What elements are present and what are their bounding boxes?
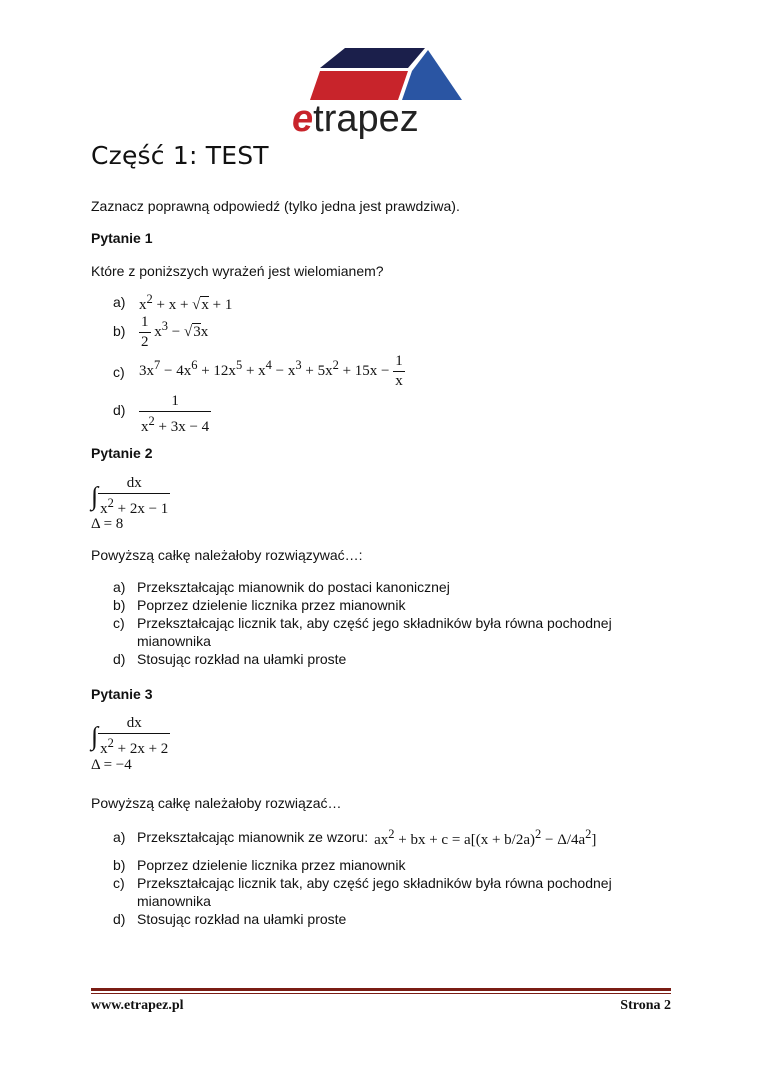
page-title: Część 1: TEST [91, 141, 269, 170]
q3-option-a: a) Przekształcając mianownik ze wzoru: $ax^2$ + bx + $c = a[(x + b/2a)^2 - \Delta/4a^2]$ [113, 827, 597, 848]
q1-option-a-expression: $x^2 + x + √x + 1$ [139, 292, 233, 313]
q3-delta: Δ = −4 [91, 757, 132, 773]
q3-option-d: d) Stosując rozkład na ułamki proste [113, 911, 347, 927]
footer-rule-thin [91, 993, 671, 994]
q1-option-c-label: c) [113, 364, 125, 380]
q2-integral: ∫ $\frac{dx}{x^2 + 2x - 1}$ [91, 475, 169, 517]
q1-prompt: Które z poniższych wyrażeń jest wielomianem? [91, 263, 384, 279]
footer-page-number: Strona 2 [620, 998, 671, 1013]
q2-option-d: d) Stosując rozkład na ułamki proste [113, 651, 347, 667]
etrapez-logo-text: etrapez [292, 98, 419, 140]
q1-option-a-label: a) [113, 294, 126, 310]
q1-option-c-expression: $3x^7 - 4x^6 + 12x^5 + x^4 - x^3 + 5x^2 + 15x$ − $\frac{1}{x}$ [139, 353, 403, 389]
q1-option-b-expression: $\frac{1}{2}$ $x^3 - √3x$ [141, 314, 209, 350]
q2-option-c: c) Przekształcając licznik tak, aby część jego składników była równa pochodnej mianownika [113, 615, 612, 649]
q1-option-d-label: d) [113, 402, 126, 418]
q2-prompt: Powyższą całkę należałoby rozwiązywać…: [91, 547, 363, 563]
q1-option-d-expression: $\frac{1}{x^2 + 3x - 4}$ [141, 393, 210, 435]
q3-options [113, 856, 673, 928]
q3-prompt: Powyższą całkę należałoby rozwiązać… [91, 795, 342, 811]
logo-trapezoid-red [310, 71, 408, 100]
q2-delta: Δ = 8 [91, 516, 124, 532]
instruction: Zaznacz poprawną odpowiedź (tylko jedna jest prawdziwa). [91, 198, 460, 214]
q2-options [113, 578, 673, 668]
logo-trapezoid-dark [320, 48, 425, 68]
q2-option-b: b) Poprzez dzielenie licznika przez mianownik [113, 597, 406, 613]
q1-title: Pytanie 1 [91, 230, 153, 246]
q3-title: Pytanie 3 [91, 686, 153, 702]
q3-canonical-formula: $ax^2$ + bx + $c = a[(x + b/2a)^2 - \Delta/4a^2]$ [374, 827, 597, 848]
footer-rule-thick [91, 988, 671, 991]
q3-option-c: c) Przekształcając licznik tak, aby część jego składników była równa pochodnej mianownika [113, 875, 612, 909]
q1-option-b-label: b) [113, 323, 126, 339]
footer-website: www.etrapez.pl [91, 998, 184, 1013]
q2-title: Pytanie 2 [91, 445, 153, 461]
q3-integral: ∫ $\frac{dx}{x^2 + 2x + 2}$ [91, 715, 169, 757]
q2-option-a: a) Przekształcając mianownik do postaci kanonicznej [113, 579, 450, 595]
q3-option-b: b) Poprzez dzielenie licznika przez mianownik [113, 857, 406, 873]
